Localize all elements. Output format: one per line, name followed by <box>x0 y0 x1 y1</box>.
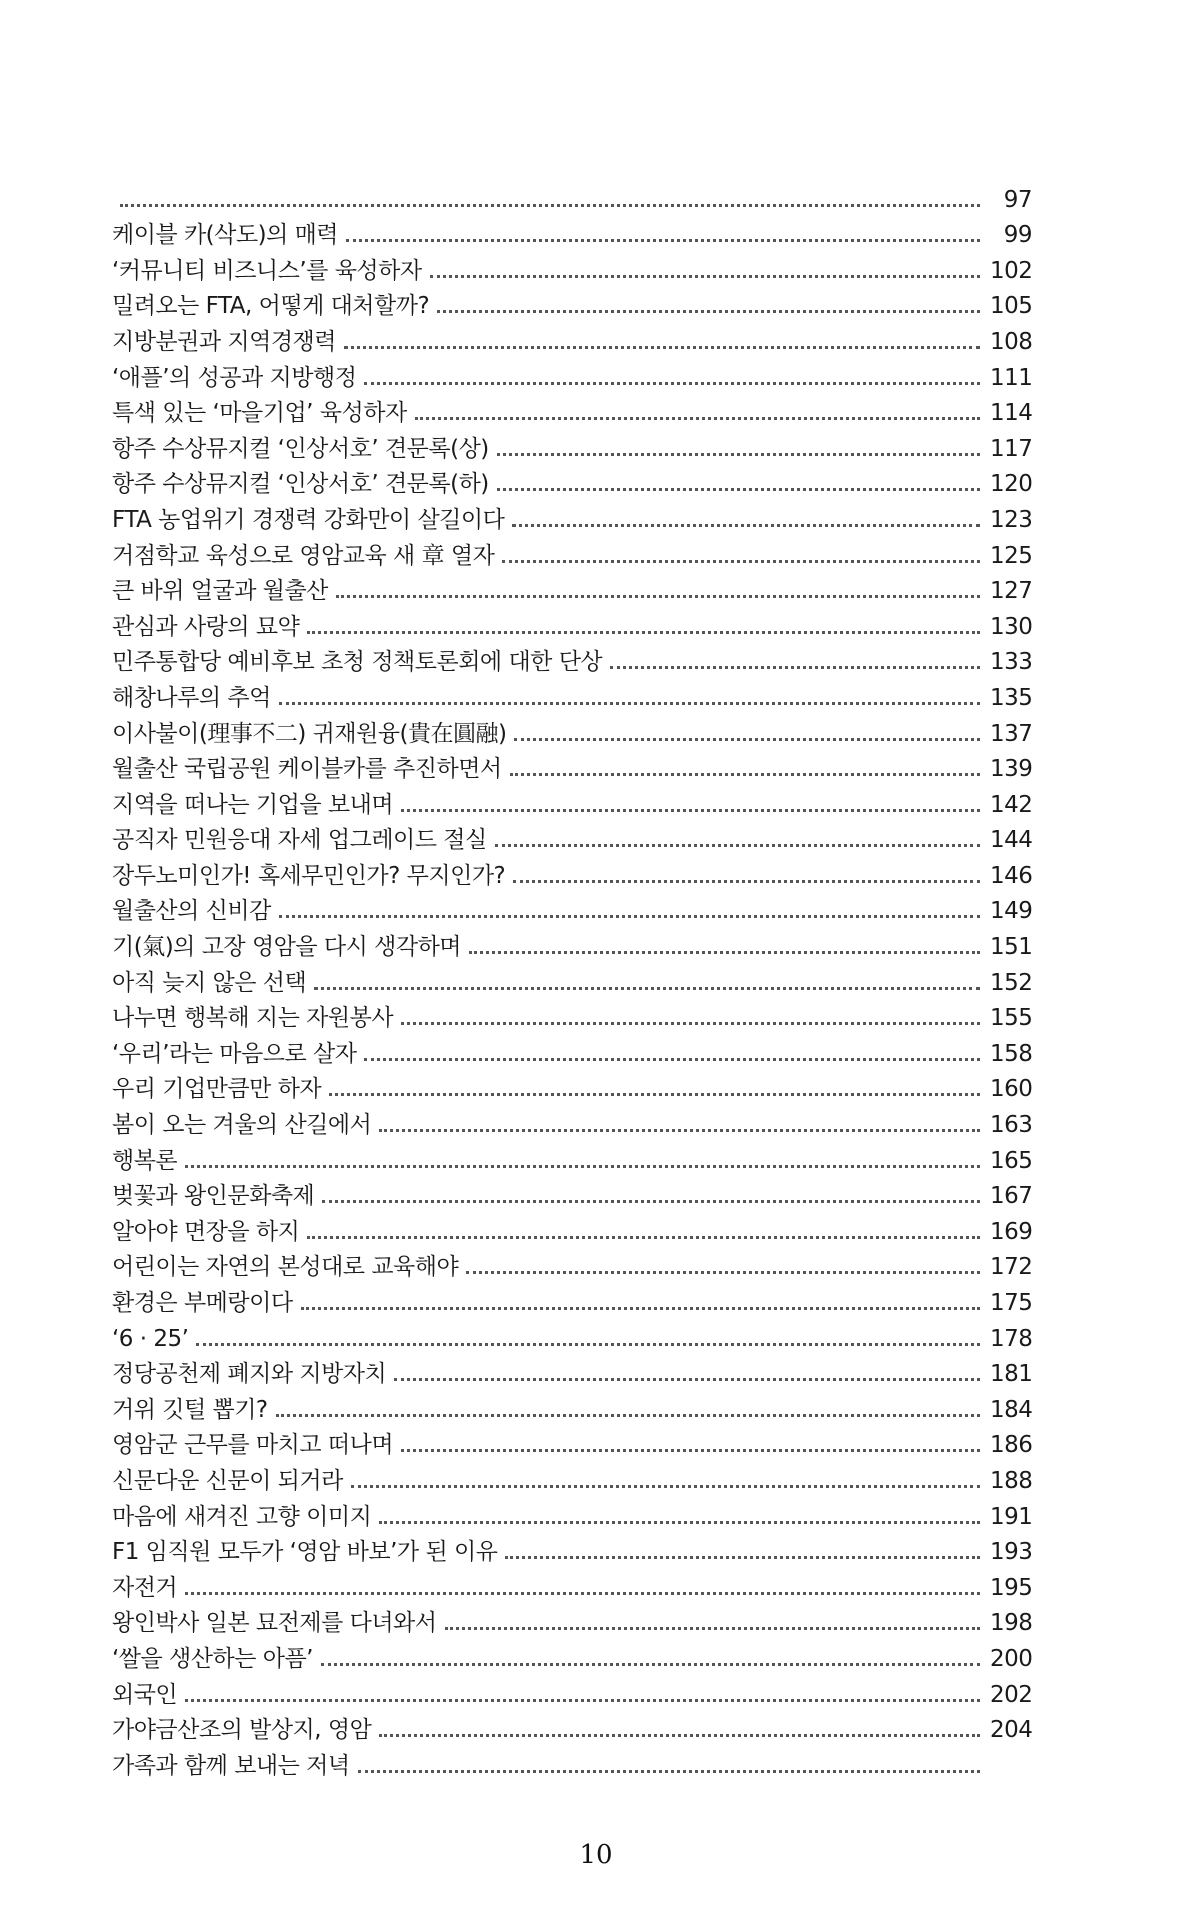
page-number: 10 <box>579 1840 613 1870</box>
toc-entry <box>112 854 1032 890</box>
toc-entry-title: 우리 기업만큼만 하자 <box>112 1076 322 1103</box>
toc-entry-page: 195 <box>990 1574 1033 1601</box>
toc-entry-page: 167 <box>990 1183 1033 1210</box>
dot-leader <box>301 1307 980 1310</box>
toc-entry-page: 99 <box>1003 222 1032 249</box>
toc-entry <box>112 712 1032 748</box>
toc-entry <box>112 819 1032 855</box>
dot-leader <box>279 915 980 918</box>
toc-entry <box>112 249 1032 285</box>
toc-entry <box>112 748 1032 784</box>
toc-entry-title: 해창나루의 추억 <box>112 684 271 711</box>
toc-entry-title: 지방분권과 지역경쟁력 <box>112 328 336 355</box>
toc-entry-page: 184 <box>990 1396 1033 1423</box>
toc-entry <box>112 1709 1032 1745</box>
toc-entry-page: 202 <box>990 1681 1033 1708</box>
toc-entry-title: 이사불이(理事不二) 귀재원융(貴在圓融) <box>112 720 507 747</box>
toc-entry-page: 188 <box>990 1467 1033 1494</box>
toc-entry <box>112 961 1032 997</box>
toc-entry <box>112 356 1032 392</box>
dot-leader <box>321 1663 980 1666</box>
toc-entry-title: 영암군 근무를 마치고 떠나며 <box>112 1432 394 1459</box>
toc-entry <box>112 1637 1032 1673</box>
toc-entry-page: 137 <box>990 720 1033 747</box>
toc-entry <box>112 498 1032 534</box>
toc-entry <box>112 285 1032 321</box>
dot-leader <box>379 1521 980 1524</box>
toc-entry-page: 125 <box>990 542 1033 569</box>
toc-entry-title: 자전거 <box>112 1574 178 1601</box>
toc-entry-page: 120 <box>990 471 1033 498</box>
dot-leader <box>279 702 980 705</box>
toc-entry <box>112 463 1032 499</box>
toc-entry-page: 123 <box>990 506 1033 533</box>
dot-leader <box>185 1699 980 1702</box>
toc-entry-page: 133 <box>990 649 1033 676</box>
toc-entry-title: 가족과 함께 보내는 저녁 <box>112 1752 350 1779</box>
toc-entry-page: 163 <box>990 1112 1033 1139</box>
dot-leader <box>512 524 980 527</box>
toc-entry <box>112 534 1032 570</box>
toc-entry <box>112 1139 1032 1175</box>
toc-entry <box>112 1353 1032 1389</box>
toc-entry <box>112 1032 1032 1068</box>
toc-entry-page: 186 <box>990 1432 1033 1459</box>
toc-entry-title: 지역을 떠나는 기업을 보내며 <box>112 791 394 818</box>
toc-entry-page: 102 <box>990 257 1033 284</box>
toc-entry-title: 가야금산조의 발상지, 영암 <box>112 1717 372 1744</box>
toc-entry-title: 환경은 부메랑이다 <box>112 1290 293 1316</box>
toc-entry <box>112 1388 1032 1424</box>
toc-entry-title: 거점학교 육성으로 영암교육 새 章 열자 <box>112 542 495 569</box>
toc-entry-title: 왕인박사 일본 묘전제를 다녀와서 <box>112 1610 437 1637</box>
toc-entry <box>112 427 1032 463</box>
toc-entry <box>112 1424 1032 1460</box>
toc-entry-page: 135 <box>990 684 1033 711</box>
toc-entry-title: 아직 늦지 않은 선택 <box>112 969 307 996</box>
toc-entry-page: 152 <box>990 969 1033 996</box>
dot-leader <box>344 346 980 349</box>
toc-entry-title: 나누면 행복해 지는 자원봉사 <box>112 1005 394 1032</box>
dot-leader <box>185 1165 980 1168</box>
toc-entry-title: 거위 깃털 뽑기? <box>112 1396 268 1423</box>
toc-entry <box>112 925 1032 961</box>
toc-entry-title: 정당공천제 폐지와 지방자치 <box>112 1361 387 1388</box>
dot-leader <box>401 1449 980 1452</box>
toc-entry-page: 105 <box>990 293 1033 320</box>
dot-leader <box>445 1627 981 1630</box>
dot-leader <box>322 1200 980 1203</box>
toc-entry-title: 기(氣)의 고장 영암을 다시 생각하며 <box>112 934 462 961</box>
toc-entry-title: 어린이는 자연의 본성대로 교육해야 <box>112 1254 459 1281</box>
toc-entry-title: 공직자 민원응대 자세 업그레이드 절실 <box>112 827 487 854</box>
toc-entry <box>112 1317 1032 1353</box>
toc-entry <box>112 1175 1032 1211</box>
toc-entry-page: 155 <box>990 1005 1033 1032</box>
dot-leader <box>364 1058 980 1061</box>
dot-leader <box>358 1770 980 1773</box>
toc-entry-title: ‘우리’라는 마음으로 살자 <box>112 1040 357 1067</box>
dot-leader <box>185 1592 980 1595</box>
dot-leader <box>379 1129 980 1132</box>
toc-entry <box>112 178 1032 214</box>
toc-entry-page: 169 <box>990 1218 1033 1245</box>
dot-leader <box>307 631 980 634</box>
toc-entry <box>112 320 1032 356</box>
toc-entry-page: 111 <box>990 364 1033 391</box>
toc-entry <box>112 605 1032 641</box>
toc-entry-page: 151 <box>990 934 1033 961</box>
toc-entry-title: 관심과 사랑의 묘약 <box>112 613 300 640</box>
toc-entry-title: 장두노미인가! 혹세무민인가? 무지인가? <box>112 862 506 889</box>
toc-entry-page: 114 <box>990 400 1033 427</box>
dot-leader <box>379 1734 980 1737</box>
dot-leader <box>466 1271 980 1274</box>
dot-leader <box>513 880 980 883</box>
toc-entry-page: 181 <box>990 1361 1033 1388</box>
toc-entry <box>112 570 1032 606</box>
toc-entry <box>112 1103 1032 1139</box>
dot-leader <box>336 595 980 598</box>
toc-entry-title: 밀려오는 FTA, 어떻게 대처할까? <box>112 293 430 320</box>
toc-entry-page: 144 <box>990 827 1033 854</box>
toc-entry-title: 케이블 카(삭도)의 매력 <box>112 222 339 249</box>
toc-entry-page: 108 <box>990 328 1033 355</box>
toc-entry <box>112 214 1032 250</box>
toc-entry-page: 165 <box>990 1147 1033 1174</box>
toc-entry-title: F1 임직원 모두가 ‘영암 바보’가 된 이유 <box>112 1539 498 1566</box>
dot-leader <box>502 560 980 563</box>
dot-leader <box>415 417 980 420</box>
dot-leader <box>120 204 980 207</box>
dot-leader <box>364 382 980 385</box>
toc-entry <box>112 1531 1032 1567</box>
table-of-contents <box>112 178 1032 1780</box>
dot-leader <box>514 738 980 741</box>
toc-entry-page: 191 <box>990 1503 1033 1530</box>
dot-leader <box>307 1236 980 1239</box>
toc-entry-page: 193 <box>990 1539 1033 1566</box>
toc-entry-title: ‘커뮤니티 비즈니스’를 육성하자 <box>112 257 422 284</box>
toc-entry-page: 178 <box>990 1325 1033 1352</box>
toc-entry-title: 항주 수상뮤지컬 ‘인상서호’ 견문록(상) <box>112 435 489 462</box>
toc-entry-title: 벚꽃과 왕인문화축제 <box>112 1183 315 1210</box>
toc-entry-page: 130 <box>990 613 1033 640</box>
dot-leader <box>610 666 980 669</box>
dot-leader <box>314 987 980 990</box>
toc-entry <box>112 783 1032 819</box>
toc-entry-title: 봄이 오는 겨울의 산길에서 <box>112 1112 372 1139</box>
toc-entry <box>112 641 1032 677</box>
dot-leader <box>346 239 980 242</box>
toc-entry-title: ‘6 · 25’ <box>112 1325 189 1352</box>
toc-entry-page: 97 <box>1003 186 1032 213</box>
dot-leader <box>394 1378 980 1381</box>
toc-entry-page: 117 <box>990 435 1033 462</box>
toc-entry-title: 민주통합당 예비후보 초청 정책토론회에 대한 단상 <box>112 649 603 676</box>
dot-leader <box>351 1485 980 1488</box>
dot-leader <box>430 275 980 278</box>
toc-entry-page: 200 <box>990 1645 1033 1672</box>
toc-entry-page: 198 <box>990 1610 1033 1637</box>
toc-entry <box>112 890 1032 926</box>
dot-leader <box>497 453 980 456</box>
dot-leader <box>329 1093 980 1096</box>
toc-entry <box>112 1281 1032 1317</box>
toc-entry-title: 알아야 면장을 하지 <box>112 1218 300 1245</box>
toc-entry <box>112 1673 1032 1709</box>
dot-leader <box>437 310 980 313</box>
dot-leader <box>510 773 980 776</box>
toc-entry-title: 항주 수상뮤지컬 ‘인상서호’ 견문록(하) <box>112 471 489 498</box>
toc-entry-title: 월출산 국립공원 케이블카를 추진하면서 <box>112 756 502 783</box>
dot-leader <box>401 809 980 812</box>
toc-entry <box>112 676 1032 712</box>
toc-entry <box>112 1459 1032 1495</box>
toc-entry-title: 신문다운 신문이 되거라 <box>112 1467 343 1494</box>
toc-entry-title: ‘쌀을 생산하는 아픔’ <box>112 1645 313 1672</box>
toc-entry-title: 월출산의 신비감 <box>112 898 271 925</box>
toc-entry-title: ‘애플’의 성공과 지방행정 <box>112 364 357 391</box>
toc-entry-page: 127 <box>990 578 1033 605</box>
toc-entry <box>112 1495 1032 1531</box>
toc-entry-title: 특색 있는 ‘마을기업’ 육성하자 <box>112 400 407 427</box>
toc-entry <box>112 1246 1032 1282</box>
toc-entry-title: 마음에 새겨진 고향 이미지 <box>112 1503 372 1530</box>
toc-entry-title: 행복론 <box>112 1147 178 1174</box>
dot-leader <box>401 1022 980 1025</box>
toc-entry-title: FTA 농업위기 경쟁력 강화만이 살길이다 <box>112 506 505 533</box>
toc-entry <box>112 1068 1032 1104</box>
toc-entry-page: 146 <box>990 862 1033 889</box>
dot-leader <box>276 1414 980 1417</box>
toc-entry-page: 139 <box>990 756 1033 783</box>
dot-leader <box>497 488 980 491</box>
toc-entry-page: 142 <box>990 791 1033 818</box>
toc-entry <box>112 1744 1032 1780</box>
dot-leader <box>505 1556 980 1559</box>
dot-leader <box>469 951 980 954</box>
toc-entry-title: 외국인 <box>112 1681 178 1708</box>
toc-entry <box>112 1566 1032 1602</box>
toc-entry-page: 158 <box>990 1040 1033 1067</box>
toc-entry <box>112 1210 1032 1246</box>
dot-leader <box>495 844 980 847</box>
toc-entry <box>112 1602 1032 1638</box>
toc-entry-page: 204 <box>990 1717 1033 1744</box>
toc-entry-page: 175 <box>990 1290 1033 1316</box>
toc-entry-page: 149 <box>990 898 1033 925</box>
toc-entry-title: 큰 바위 얼굴과 월출산 <box>112 578 328 605</box>
toc-entry <box>112 997 1032 1033</box>
toc-entry <box>112 392 1032 428</box>
dot-leader <box>196 1343 980 1346</box>
toc-entry-page: 172 <box>990 1254 1033 1281</box>
toc-entry-page: 160 <box>990 1076 1033 1103</box>
